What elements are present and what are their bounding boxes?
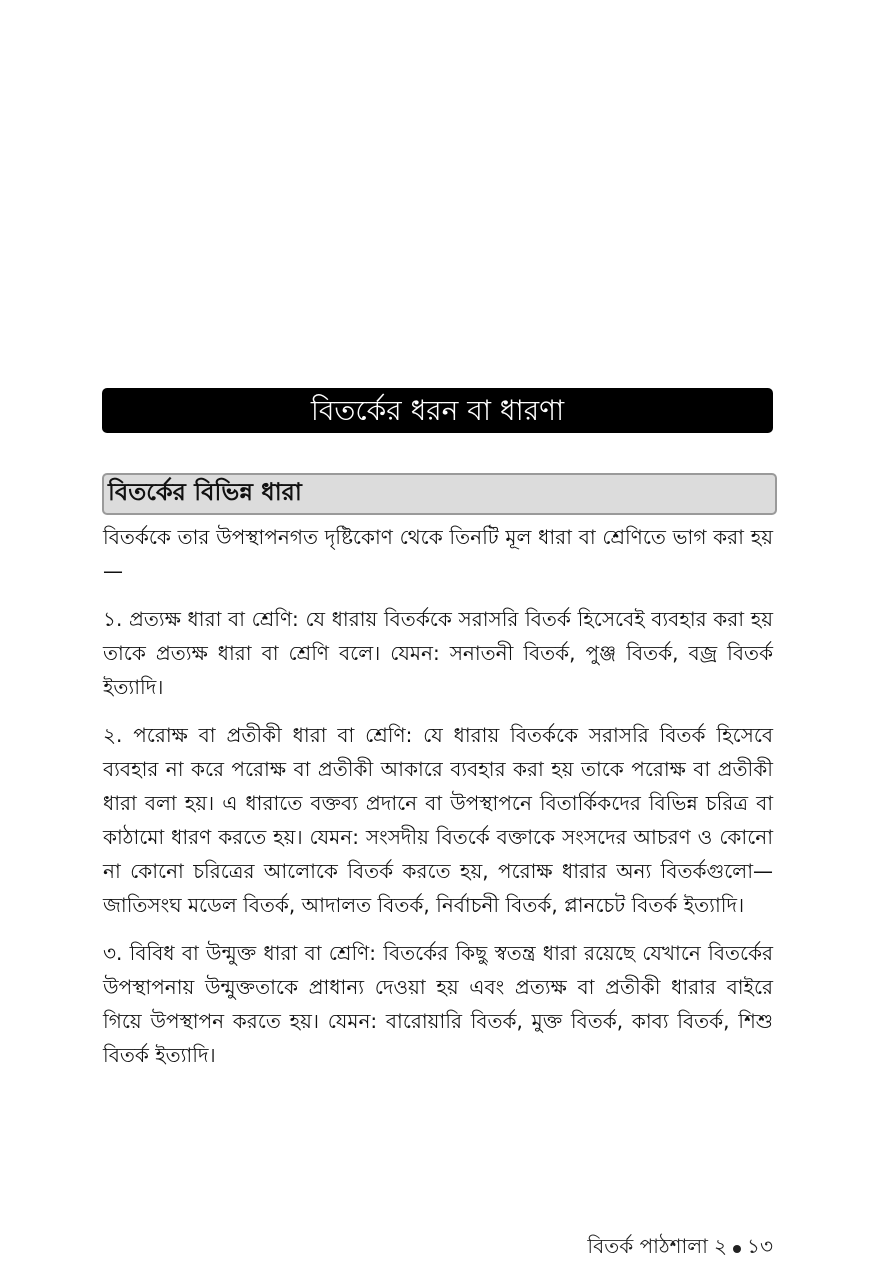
page-number: ১৩ — [747, 1234, 773, 1258]
footer-book-title: বিতর্ক পাঠশালা — [587, 1234, 708, 1258]
page-footer — [587, 1232, 773, 1265]
intro-paragraph: বিতর্ককে তার উপস্থাপনগত দৃষ্টিকোণ থেকে তিনটি মূল ধারা বা শ্রেণিতে ভাগ করা হয়— — [103, 525, 773, 583]
section-heading: বিতর্কের বিভিন্ন ধারা — [102, 473, 777, 515]
paragraph-direct-stream: ১. প্রত্যক্ষ ধারা বা শ্রেণি: যে ধারায় বিতর্ককে সরাসরি বিতর্ক হিসেবেই ব্যবহার করা হয় তাকে প্রত্যক্ষ ধারা বা শ্রেণি বলে। যেমন: সনাতনী বিতর্ক, পুঞ্জ বিতর্ক, বজ্র বিতর্ক ইত্যাদি। — [103, 607, 773, 699]
body-text — [103, 520, 773, 1086]
paragraph-open-stream: ৩. বিবিধ বা উন্মুক্ত ধারা বা শ্রেণি: বিতর্কের কিছু স্বতন্ত্র ধারা রয়েছে যেখানে বিতর্কের উপস্থাপনায় উন্মুক্ততাকে প্রাধান্য দেওয়া হয় এবং প্রত্যক্ষ বা প্রতীকী ধারার বাইরে গিয়ে উপস্থাপন করতে হয়। যেমন: বারোয়ারি বিতর্ক, মুক্ত বিতর্ক, কাব্য বিতর্ক, শিশু বিতর্ক ইত্যাদি। — [103, 941, 773, 1067]
chapter-title: বিতর্কের ধরন বা ধারণা — [102, 388, 773, 433]
paragraph-indirect-stream: ২. পরোক্ষ বা প্রতীকী ধারা বা শ্রেণি: যে ধারায় বিতর্ককে সরাসরি বিতর্ক হিসেবে ব্যবহার না করে পরোক্ষ বা প্রতীকী আকারে ব্যবহার করা হয় তাকে পরোক্ষ বা প্রতীকী ধারা বলা হয়। এ ধারাতে বক্তব্য প্রদানে বা উপস্থাপনে বিতার্কিকদের বিভিন্ন চরিত্র বা কাঠামো ধারণ করতে হয়। যেমন: সংসদীয় বিতর্কে বক্তাকে সংসদের আচরণ ও কোনো না কোনো চরিত্রের আলোকে বিতর্ক করতে হয়, পরোক্ষ ধারার অন্য বিতর্কগুলো— জাতিসংঘ মডেল বিতর্ক, আদালত বিতর্ক, নির্বাচনী বিতর্ক, প্লানচেট বিতর্ক ইত্যাদি। — [103, 723, 773, 917]
footer-part-number: ২ — [714, 1234, 728, 1258]
bullet-dot-icon — [733, 1245, 741, 1253]
